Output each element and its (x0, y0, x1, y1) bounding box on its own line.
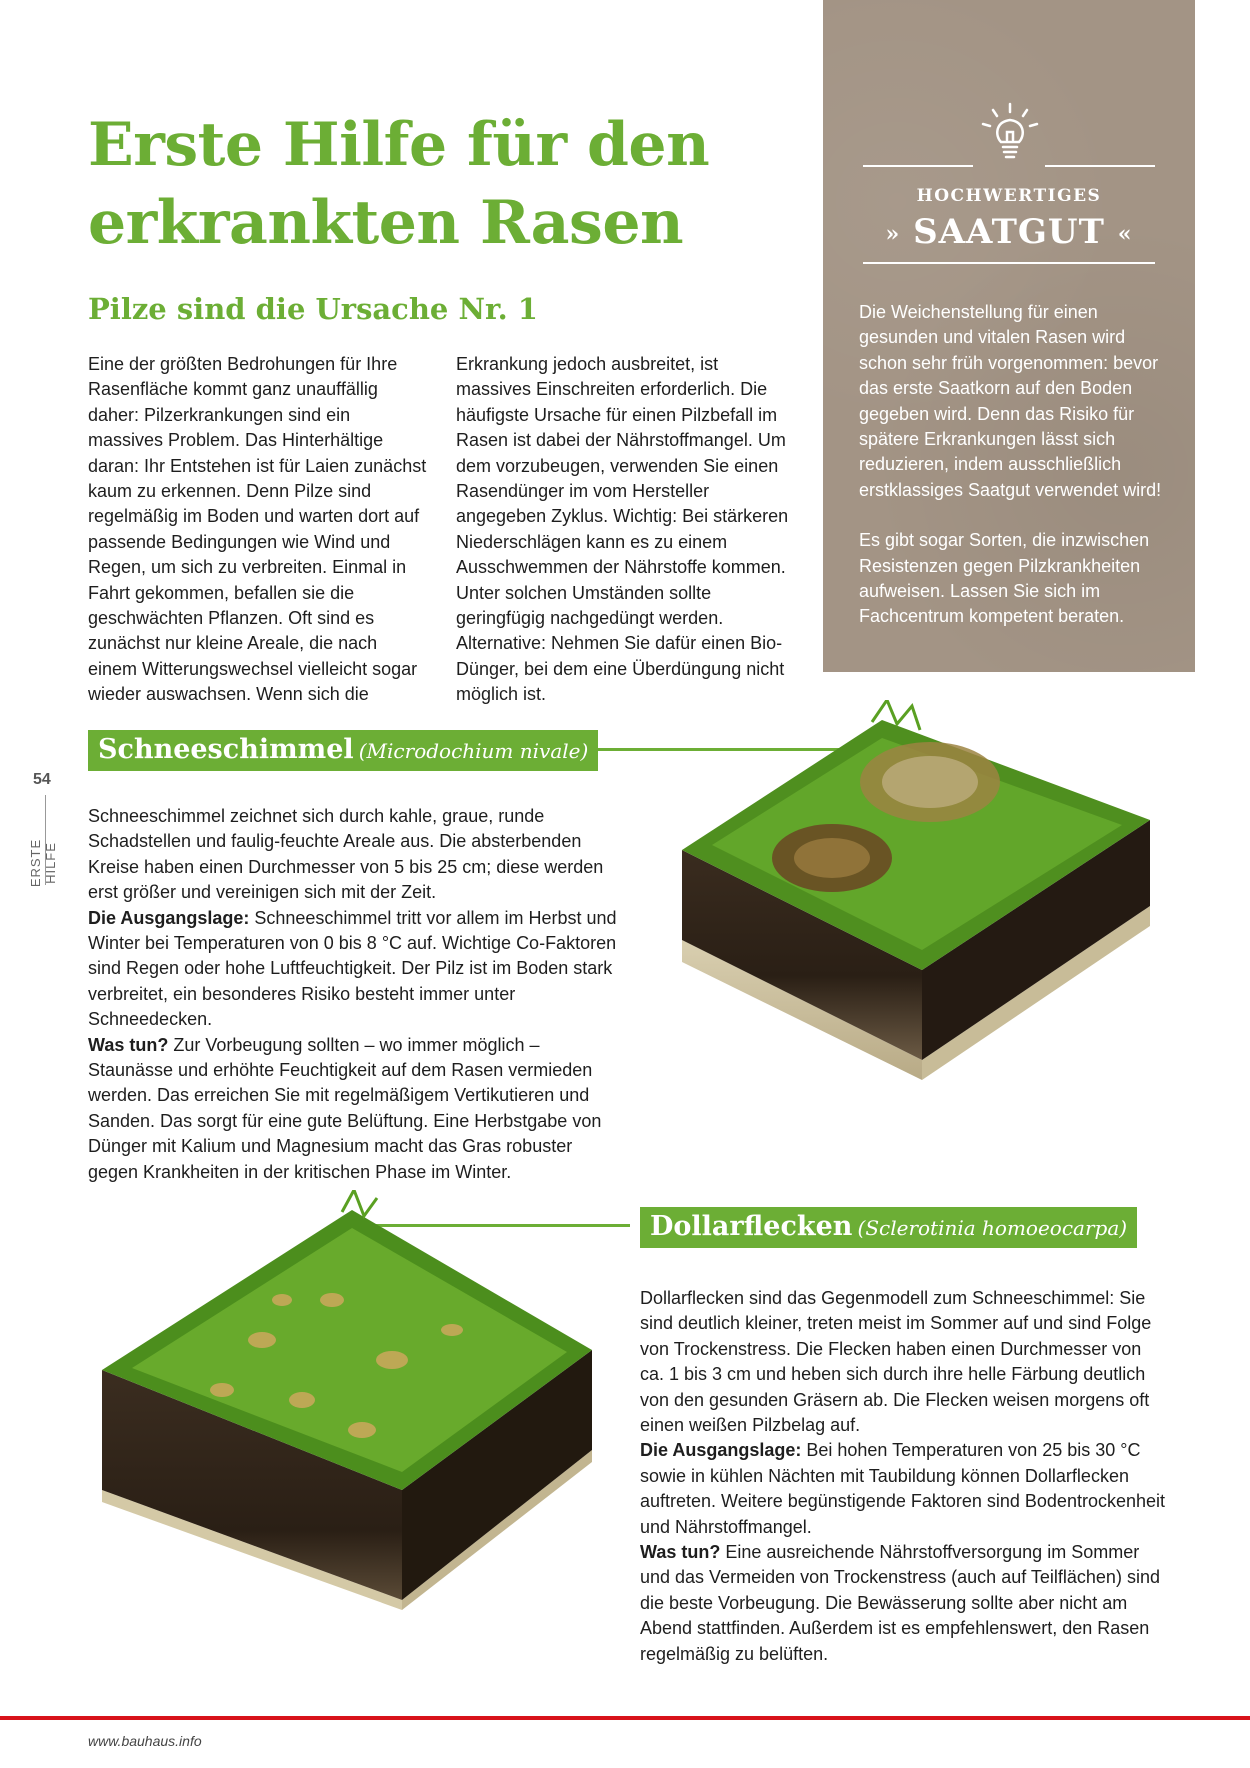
sidebar-rule-right (1045, 165, 1155, 167)
sidebar-rule-left (863, 165, 973, 167)
saatgut-sidebar (823, 0, 1195, 672)
situation-text: Schneeschimmel tritt vor allem im Herbst und Winter bei Temperaturen von 0 bis 8 °C auf. Wichtige Co-Faktoren sind Regen oder hohe Luftfeuchtigkeit. Der Pilz ist im Boden stark verbreitet, ein besonderes Risiko besteht immer unter Schneedecken. (88, 907, 617, 1030)
sidebar-text (859, 300, 1169, 630)
section-1-text (88, 804, 618, 1185)
action-text: Eine ausreichende Nährstoffversorgung im Sommer und das Vermeiden von Trockenstress (auch auf Teilflächen) sind die beste Vorbeugung. Die Bewässerung sollte aber nicht am Abend stattfinden. Außerdem ist es empfehlenswert, den Rasen regelmäßig zu belüften. (640, 1542, 1160, 1664)
footer-url[interactable]: www.bauhaus.info (88, 1733, 202, 1749)
title-line-2: erkrankten Rasen (88, 188, 684, 258)
subtitle: Pilze sind die Ursache Nr. 1 (88, 292, 538, 326)
section-2-action (640, 1540, 1165, 1667)
chevron-left-icon: « (1117, 221, 1133, 247)
situation-label: Die Ausgangslage: (640, 1440, 802, 1461)
section-2-name: Dollarflecken (650, 1211, 853, 1242)
section-1-situation (88, 906, 618, 1033)
section-1-description: Schneeschimmel zeichnet sich durch kahle, graue, runde Schadstellen und faulig-feuchte Areale aus. Die absterbenden Kreise haben einen Durchmesser von 5 bis 25 cm; diese werden erst größer und vereinigen sich mit der Zeit. (88, 806, 604, 903)
situation-text: Bei hohen Temperaturen von 25 bis 30 °C sowie in kühlen Nächten mit Taubildung können Dollarflecken auftreten. Weitere begünstigende Faktoren sind Bodentrockenheit und Nährstoffmangel. (640, 1440, 1166, 1537)
section-1-latin: (Microdochium nivale) (358, 739, 589, 763)
schneeschimmel-lawn-image (672, 700, 1160, 1080)
action-text: Zur Vorbeugung sollten – wo immer möglich – Staunässe und erhöhte Feuchtigkeit auf dem Rasen vermieden werden. Das erreichen Sie mit regelmäßigem Vertikutieren und Sanden. Das sorgt für eine gute Belüftung. Eine Herbstgabe von Dünger mit Kalium und Magnesium macht das Gras robuster gegen Krankheiten in der kritischen Phase im Winter. (88, 1034, 602, 1182)
light-bulb-icon (975, 102, 1045, 162)
chevron-right-icon: » (885, 221, 901, 247)
section-2-text (640, 1286, 1165, 1667)
section-1-name: Schneeschimmel (98, 734, 354, 765)
page-title (88, 106, 728, 262)
dollarflecken-heading (640, 1207, 1137, 1248)
section-2-situation (640, 1438, 1165, 1540)
sidebar-paragraph-2: Es gibt sogar Sorten, die inzwischen Resistenzen gegen Pilzkrankheiten aufweisen. Lassen Sie sich im Fachcentrum kompetent beraten. (859, 530, 1150, 627)
intro-paragraph-2: Erkrankung jedoch ausbreitet, ist massives Einschreiten erforderlich. Die häufigste Ursache für einen Pilzbefall im Rasen ist dabei der Nährstoffmangel. Um dem vorzubeugen, verwenden Sie einen Rasendünger im vom Hersteller angegeben Zyklus. Wichtig: Bei stärkeren Niederschlägen kann es zu einem Ausschwemmen der Nährstoffe kommen. Unter solchen Umständen sollte geringfügig nachgedüngt werden. Alternative: Nehmen Sie dafür einen Bio-Dünger, bei dem eine Überdüngung nicht möglich ist. (456, 354, 789, 705)
section-2-description: Dollarflecken sind das Gegenmodell zum Schneeschimmel: Sie sind deutlich kleiner, treten meist im Sommer auf und sind Folge von Trockenstress. Die Flecken haben einen Durchmesser von ca. 1 bis 3 cm und heben sich durch ihre helle Färbung deutlich von den gesunden Gräsern ab. Die Flecken weisen morgens oft einen weißen Pilzbelag auf. (640, 1288, 1152, 1436)
dollarflecken-lawn-image (72, 1190, 612, 1610)
page-number: 54 (33, 771, 51, 788)
sidebar-rule-bottom (863, 262, 1155, 264)
intro-column-2 (456, 352, 796, 708)
section-1-action (88, 1033, 618, 1185)
section-2-latin: (Sclerotinia homoeocarpa) (857, 1216, 1128, 1240)
section-margin-label: ERSTE HILFE (28, 838, 58, 888)
intro-column-1 (88, 352, 428, 708)
action-label: Was tun? (88, 1034, 169, 1055)
action-label: Was tun? (640, 1542, 721, 1563)
sidebar-paragraph-1: Die Weichenstellung für einen gesunden und vitalen Rasen wird schon sehr früh vorgenommen: bevor das erste Saatkorn auf den Boden gegeben wird. Denn das Risiko für spätere Erkrankungen lässt sich reduzieren, indem ausschließlich erstklassiges Saatgut verwendet wird! (859, 302, 1162, 500)
intro-paragraph-1: Eine der größten Bedrohungen für Ihre Rasenfläche kommt ganz unauffällig daher: Pilzerkrankungen sind ein massives Problem. Das Hinterhältige daran: Ihr Entstehen ist für Laien zunächst kaum zu erkennen. Denn Pilze sind regelmäßig im Boden und warten dort auf passende Bedingungen wie Wind und Regen, um sich zu verbreiten. Einmal in Fahrt gekommen, befallen sie die geschwächten Pflanzen. Oft sind es zunächst nur kleine Areale, die nach einem Witterungswechsel vielleicht sogar wieder auswachsen. Wenn sich die (88, 354, 427, 705)
footer-rule (0, 1716, 1250, 1720)
sidebar-kicker: HOCHWERTIGES (916, 186, 1102, 206)
title-line-1: Erste Hilfe für den (88, 110, 710, 180)
situation-label: Die Ausgangslage: (88, 907, 250, 928)
schneeschimmel-heading (88, 730, 598, 771)
sidebar-heading (823, 212, 1195, 252)
sidebar-heading-text: SAATGUT (913, 212, 1105, 252)
